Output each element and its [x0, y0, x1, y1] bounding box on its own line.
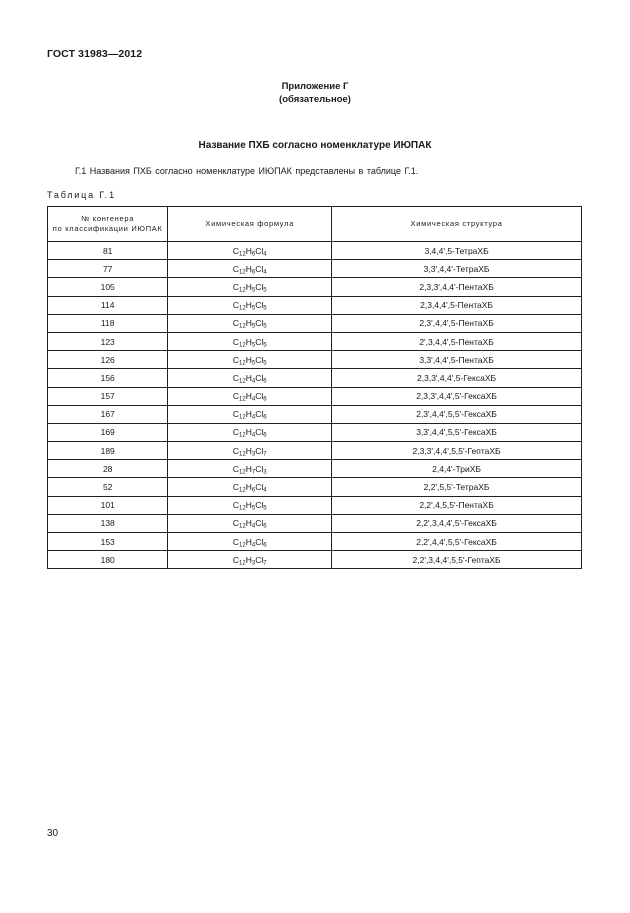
chemical-formula [168, 242, 332, 260]
chemical-structure: 2,3,3',4,4',5'-ГексаХБ [332, 387, 582, 405]
chemical-structure: 2,2',5,5'-ТетраХБ [332, 478, 582, 496]
table-row [48, 442, 582, 460]
formula-hydrogen-count: 3 [251, 451, 256, 458]
formula-hydrogen-count: 4 [251, 523, 256, 530]
chemical-formula [168, 332, 332, 350]
formula-hydrogen-count: 4 [251, 396, 256, 403]
chemical-formula [168, 442, 332, 460]
formula-hydrogen: H [245, 536, 252, 547]
formula-hydrogen-count: 7 [251, 469, 256, 476]
formula-carbon-count: 12 [239, 432, 246, 439]
formula-hydrogen: H [245, 554, 252, 565]
chemical-formula [168, 533, 332, 551]
formula-chlorine: Cl [255, 372, 264, 383]
formula-chlorine-count: 7 [263, 560, 267, 567]
chemical-structure: 2,3,3',4,4',5,5'-ГептаХБ [332, 442, 582, 460]
formula-carbon: C [232, 427, 240, 438]
chemical-structure: 2,3,4,4',5-ПентаХБ [332, 296, 582, 314]
chemical-structure: 2,3',4,4',5,5'-ГексаХБ [332, 405, 582, 423]
formula-carbon-count: 12 [239, 396, 246, 403]
header-chemical-formula: Химическая формула [168, 207, 332, 242]
formula-hydrogen: H [245, 445, 252, 456]
chemical-formula [168, 460, 332, 478]
congener-number: 157 [48, 387, 168, 405]
chemical-formula [168, 351, 332, 369]
congener-number: 169 [48, 423, 168, 441]
formula-chlorine: Cl [255, 445, 264, 456]
formula-hydrogen: H [245, 500, 252, 511]
formula-chlorine-count: 4 [263, 269, 267, 276]
formula-carbon-count: 12 [239, 269, 246, 276]
formula-carbon: C [232, 372, 240, 383]
formula-chlorine-count: 5 [263, 342, 267, 349]
formula-hydrogen-count: 4 [251, 378, 256, 385]
chemical-structure: 3,4,4',5-ТетраХБ [332, 242, 582, 260]
formula-chlorine: Cl [255, 536, 264, 547]
formula-carbon-count: 12 [239, 360, 246, 367]
formula-hydrogen-count: 6 [251, 269, 256, 276]
formula-chlorine-count: 6 [263, 523, 267, 530]
formula-hydrogen: H [245, 336, 252, 347]
formula-hydrogen-count: 4 [251, 432, 256, 439]
table-row [48, 278, 582, 296]
congener-number: 105 [48, 278, 168, 296]
formula-chlorine-count: 5 [263, 360, 267, 367]
congener-number: 28 [48, 460, 168, 478]
formula-hydrogen: H [245, 318, 252, 329]
table-row [48, 478, 582, 496]
intro-paragraph: Г.1 Названия ПХБ согласно номенклатуре ИЮПАК представлены в таблице Г.1. [75, 166, 419, 176]
congener-number: 77 [48, 260, 168, 278]
formula-chlorine: Cl [255, 463, 264, 474]
formula-carbon: C [232, 500, 240, 511]
formula-hydrogen-count: 5 [251, 360, 256, 367]
formula-hydrogen: H [245, 281, 252, 292]
chemical-formula [168, 278, 332, 296]
congener-number: 101 [48, 496, 168, 514]
table-row [48, 242, 582, 260]
formula-hydrogen: H [245, 245, 252, 256]
formula-hydrogen-count: 5 [251, 505, 256, 512]
congener-number: 153 [48, 533, 168, 551]
formula-hydrogen: H [245, 391, 252, 402]
formula-hydrogen-count: 5 [251, 323, 256, 330]
chemical-structure: 2,2',3,4,4',5'-ГексаХБ [332, 514, 582, 532]
formula-chlorine-count: 6 [263, 432, 267, 439]
formula-chlorine-count: 4 [263, 251, 267, 258]
congener-number: 167 [48, 405, 168, 423]
chemical-structure: 2',3,4,4',5-ПентаХБ [332, 332, 582, 350]
formula-carbon-count: 12 [239, 451, 246, 458]
table-caption: Таблица Г.1 [47, 190, 116, 200]
table-body [48, 242, 582, 569]
formula-chlorine: Cl [255, 300, 264, 311]
formula-chlorine-count: 5 [263, 505, 267, 512]
chemical-structure: 2,3',4,4',5-ПентаХБ [332, 314, 582, 332]
table-row [48, 405, 582, 423]
formula-carbon: C [232, 391, 240, 402]
page-number: 30 [47, 828, 59, 839]
formula-hydrogen-count: 6 [251, 251, 256, 258]
formula-chlorine: Cl [255, 263, 264, 274]
chemical-formula [168, 478, 332, 496]
formula-chlorine: Cl [255, 281, 264, 292]
chemical-formula [168, 296, 332, 314]
header-congener-line1: № конгенера [81, 214, 135, 223]
formula-chlorine: Cl [255, 427, 264, 438]
formula-carbon-count: 12 [239, 323, 246, 330]
formula-hydrogen: H [245, 372, 252, 383]
formula-carbon: C [232, 318, 240, 329]
chemical-formula [168, 423, 332, 441]
formula-carbon-count: 12 [239, 487, 246, 494]
congener-number: 126 [48, 351, 168, 369]
chemical-structure: 3,3',4,4'-ТетраХБ [332, 260, 582, 278]
chemical-structure: 3,3',4,4',5-ПентаХБ [332, 351, 582, 369]
table-row [48, 423, 582, 441]
chemical-formula [168, 551, 332, 569]
formula-chlorine-count: 5 [263, 287, 267, 294]
formula-chlorine-count: 4 [263, 487, 267, 494]
table-row [48, 460, 582, 478]
formula-chlorine-count: 6 [263, 414, 267, 421]
formula-carbon-count: 12 [239, 305, 246, 312]
congener-number: 180 [48, 551, 168, 569]
formula-carbon: C [232, 463, 240, 474]
formula-chlorine: Cl [255, 482, 264, 493]
header-congener-line2: по классификации ИЮПАК [52, 224, 163, 233]
formula-hydrogen-count: 4 [251, 542, 256, 549]
formula-carbon: C [232, 518, 240, 529]
table-row [48, 387, 582, 405]
table-header-row [48, 207, 582, 242]
annex-heading [0, 80, 630, 106]
chemical-formula [168, 514, 332, 532]
formula-carbon-count: 12 [239, 287, 246, 294]
congener-number: 114 [48, 296, 168, 314]
formula-hydrogen-count: 3 [251, 560, 256, 567]
formula-hydrogen-count: 6 [251, 487, 256, 494]
formula-chlorine: Cl [255, 354, 264, 365]
congener-number: 156 [48, 369, 168, 387]
chemical-formula [168, 369, 332, 387]
formula-chlorine-count: 3 [263, 469, 267, 476]
formula-hydrogen: H [245, 300, 252, 311]
chemical-structure: 2,3,3',4,4',5-ГексаХБ [332, 369, 582, 387]
formula-carbon: C [232, 336, 240, 347]
chemical-formula [168, 405, 332, 423]
header-congener-number [48, 207, 168, 242]
formula-hydrogen: H [245, 263, 252, 274]
formula-hydrogen-count: 5 [251, 342, 256, 349]
table-row [48, 296, 582, 314]
chemical-structure: 2,3,3',4,4'-ПентаХБ [332, 278, 582, 296]
congener-number: 138 [48, 514, 168, 532]
chemical-formula [168, 387, 332, 405]
formula-carbon-count: 12 [239, 414, 246, 421]
formula-chlorine: Cl [255, 518, 264, 529]
section-title: Название ПХБ согласно номенклатуре ИЮПАК [198, 140, 432, 151]
table-row [48, 533, 582, 551]
formula-carbon-count: 12 [239, 542, 246, 549]
formula-carbon-count: 12 [239, 251, 246, 258]
header-chemical-structure: Химическая структура [332, 207, 582, 242]
formula-hydrogen-count: 5 [251, 305, 256, 312]
formula-carbon-count: 12 [239, 342, 246, 349]
table-row [48, 369, 582, 387]
table-row [48, 314, 582, 332]
formula-carbon: C [232, 245, 240, 256]
chemical-structure: 2,2',3,4,4',5,5'-ГептаХБ [332, 551, 582, 569]
formula-chlorine: Cl [255, 554, 264, 565]
formula-chlorine-count: 5 [263, 323, 267, 330]
formula-chlorine-count: 6 [263, 378, 267, 385]
formula-carbon-count: 12 [239, 560, 246, 567]
chemical-formula [168, 314, 332, 332]
formula-chlorine: Cl [255, 318, 264, 329]
formula-chlorine: Cl [255, 391, 264, 402]
formula-carbon-count: 12 [239, 378, 246, 385]
formula-chlorine: Cl [255, 336, 264, 347]
formula-carbon: C [232, 409, 240, 420]
formula-carbon-count: 12 [239, 469, 246, 476]
chemical-structure: 2,2',4,4',5,5'-ГексаХБ [332, 533, 582, 551]
formula-hydrogen: H [245, 482, 252, 493]
congener-table [47, 206, 582, 569]
formula-chlorine-count: 7 [263, 451, 267, 458]
formula-carbon: C [232, 482, 240, 493]
annex-title: Приложение Г [281, 81, 349, 92]
congener-number: 52 [48, 478, 168, 496]
formula-carbon: C [232, 354, 240, 365]
table-row [48, 551, 582, 569]
formula-carbon-count: 12 [239, 523, 246, 530]
formula-chlorine-count: 5 [263, 305, 267, 312]
formula-carbon: C [232, 536, 240, 547]
formula-carbon-count: 12 [239, 505, 246, 512]
table-row [48, 260, 582, 278]
formula-hydrogen-count: 5 [251, 287, 256, 294]
formula-carbon: C [232, 263, 240, 274]
formula-chlorine-count: 6 [263, 396, 267, 403]
annex-subtitle: (обязательное) [279, 94, 351, 105]
congener-number: 118 [48, 314, 168, 332]
congener-number: 123 [48, 332, 168, 350]
formula-hydrogen: H [245, 518, 252, 529]
formula-chlorine: Cl [255, 500, 264, 511]
formula-hydrogen: H [245, 463, 252, 474]
formula-carbon: C [232, 554, 240, 565]
formula-hydrogen: H [245, 354, 252, 365]
document-code: ГОСТ 31983—2012 [47, 48, 143, 60]
congener-number: 189 [48, 442, 168, 460]
formula-hydrogen: H [245, 409, 252, 420]
chemical-structure: 2,2',4,5,5'-ПентаХБ [332, 496, 582, 514]
formula-hydrogen-count: 4 [251, 414, 256, 421]
formula-carbon: C [232, 300, 240, 311]
formula-hydrogen: H [245, 427, 252, 438]
table-row [48, 496, 582, 514]
formula-chlorine: Cl [255, 409, 264, 420]
formula-chlorine: Cl [255, 245, 264, 256]
table-row [48, 332, 582, 350]
chemical-structure: 3,3',4,4',5,5'-ГексаХБ [332, 423, 582, 441]
table-row [48, 351, 582, 369]
formula-chlorine-count: 6 [263, 542, 267, 549]
chemical-formula [168, 496, 332, 514]
table-row [48, 514, 582, 532]
chemical-formula [168, 260, 332, 278]
formula-carbon: C [232, 281, 240, 292]
chemical-structure: 2,4,4'-ТриХБ [332, 460, 582, 478]
formula-carbon: C [232, 445, 240, 456]
congener-number: 81 [48, 242, 168, 260]
